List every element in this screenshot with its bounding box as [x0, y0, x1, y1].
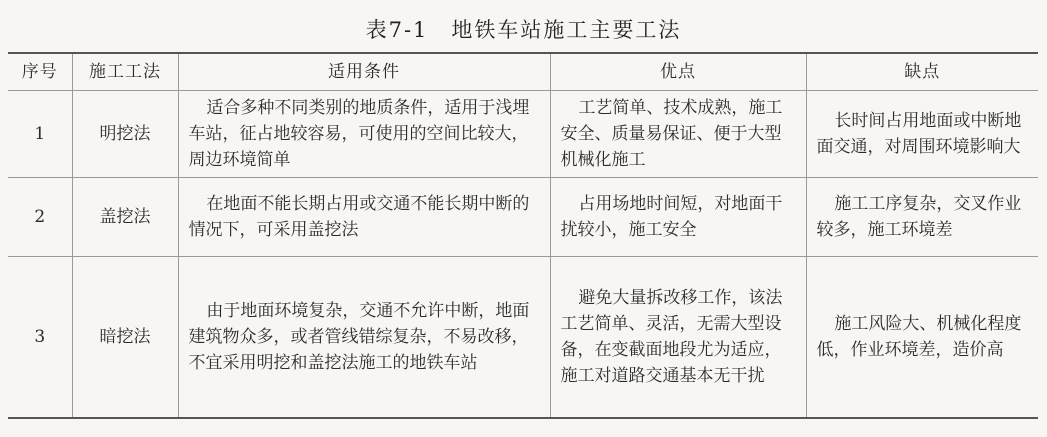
cell-advantages: 占用场地时间短，对地面干扰较小，施工安全 [550, 178, 806, 257]
header-disadvantages: 缺点 [806, 53, 1038, 91]
table-row [8, 91, 1038, 178]
header-method: 施工工法 [72, 53, 178, 91]
cell-advantages: 避免大量拆改移工作，该法工艺简单、灵活，无需大型设备，在变截面地段尤为适应，施工对道路交通基本无干扰 [550, 257, 806, 419]
table-header-row [8, 53, 1038, 91]
table-caption: 表7-1 地铁车站施工主要工法 [365, 18, 682, 42]
cell-index: 3 [8, 257, 72, 419]
cell-method: 盖挖法 [72, 178, 178, 257]
cell-method: 明挖法 [72, 91, 178, 178]
cell-index: 1 [8, 91, 72, 178]
table-row [8, 257, 1038, 419]
construction-methods-table [8, 52, 1038, 419]
cell-index: 2 [8, 178, 72, 257]
cell-disadvantages: 长时间占用地面或中断地面交通，对周围环境影响大 [806, 91, 1038, 178]
header-advantages: 优点 [550, 53, 806, 91]
cell-conditions: 由于地面环境复杂，交通不允许中断，地面建筑物众多，或者管线错综复杂，不易改移，不宜采用明挖和盖挖法施工的地铁车站 [178, 257, 550, 419]
cell-disadvantages: 施工工序复杂，交叉作业较多，施工环境差 [806, 178, 1038, 257]
table-row [8, 178, 1038, 257]
cell-disadvantages: 施工风险大、机械化程度低，作业环境差，造价高 [806, 257, 1038, 419]
cell-conditions: 在地面不能长期占用或交通不能长期中断的情况下，可采用盖挖法 [178, 178, 550, 257]
cell-advantages: 工艺简单、技术成熟，施工安全、质量易保证、便于大型机械化施工 [550, 91, 806, 178]
header-conditions: 适用条件 [178, 53, 550, 91]
cell-method: 暗挖法 [72, 257, 178, 419]
header-index: 序号 [8, 53, 72, 91]
cell-conditions: 适合多种不同类别的地质条件，适用于浅埋车站，征占地较容易，可使用的空间比较大，周边环境简单 [178, 91, 550, 178]
